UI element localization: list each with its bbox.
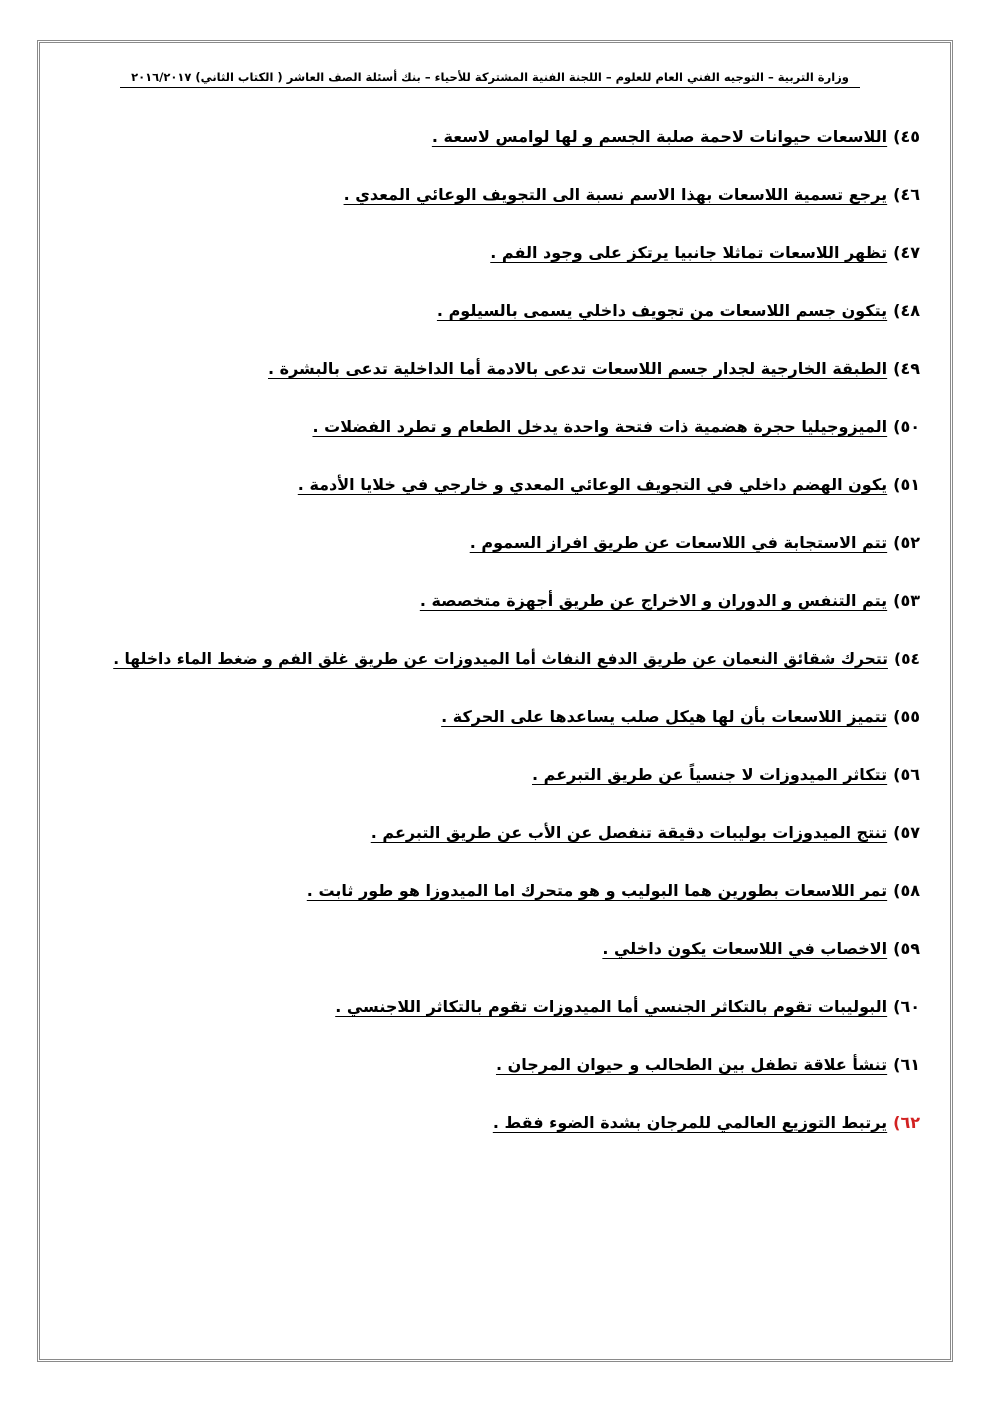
item-text: تتميز اللاسعات بأن لها هيكل صلب يساعدها على الحركة . (441, 707, 888, 726)
statement-list (100, 127, 920, 1171)
item-text: يرجع تسمية اللاسعات بهذا الاسم نسبة الى التجويف الوعائي المعدي . (343, 185, 888, 204)
item-text: تتحرك شقائق النعمان عن طريق الدفع النفاث أما الميدوزات عن طريق غلق الفم و ضغط الماء داخلها . (113, 650, 888, 668)
list-item (100, 1113, 920, 1171)
list-item (100, 127, 920, 185)
list-item (100, 533, 920, 591)
item-text: تنتج الميدوزات بوليبات دقيقة تنفصل عن الأب عن طريق التبرعم . (370, 823, 888, 842)
item-number: ٥٩) (893, 939, 920, 958)
item-number: ٥١) (893, 475, 920, 494)
item-number: ٥٢) (893, 533, 920, 552)
item-number: ٥٨) (893, 881, 920, 900)
list-item (100, 1055, 920, 1113)
list-item (100, 881, 920, 939)
item-text: تتم الاستجابة في اللاسعات عن طريق افراز السموم . (469, 533, 888, 552)
item-number: ٥٠) (893, 417, 920, 436)
item-text: البوليبات تقوم بالتكاثر الجنسي أما الميدوزات تقوم بالتكاثر اللاجنسي . (335, 997, 888, 1016)
item-text: يرتبط التوزيع العالمي للمرجان بشدة الضوء فقط . (492, 1113, 888, 1132)
list-item (100, 417, 920, 475)
item-text: الميزوجيليا حجرة هضمية ذات فتحة واحدة يدخل الطعام و تطرد الفضلات . (312, 417, 888, 436)
list-item (100, 649, 920, 707)
list-item (100, 823, 920, 881)
item-text: يكون الهضم داخلي في التجويف الوعائي المعدي و خارجي في خلايا الأدمة . (297, 475, 888, 494)
item-text: الطبقة الخارجية لجدار جسم اللاسعات تدعى بالادمة أما الداخلية تدعى بالبشرة . (268, 359, 888, 378)
item-text: تنشأ علاقة تطفل بين الطحالب و حيوان المرجان . (495, 1055, 888, 1074)
item-number: ٦٠) (893, 997, 920, 1016)
item-number: ٤٨) (893, 301, 920, 320)
item-number: ٥٣) (893, 591, 920, 610)
list-item (100, 301, 920, 359)
list-item (100, 591, 920, 649)
list-item (100, 243, 920, 301)
list-item (100, 475, 920, 533)
item-text: الاخصاب في اللاسعات يكون داخلي . (602, 939, 888, 958)
item-number: ٤٦) (893, 185, 920, 204)
item-number: ٤٥) (893, 127, 920, 146)
list-item (100, 997, 920, 1055)
item-text: يتم التنفس و الدوران و الاخراج عن طريق أجهزة متخصصة . (419, 591, 888, 610)
item-text: تتكاثر الميدوزات لا جنسياً عن طريق التبرعم . (532, 765, 888, 784)
item-number: ٦٢) (893, 1113, 920, 1132)
item-text: يتكون جسم اللاسعات من تجويف داخلي يسمى بالسيلوم . (436, 301, 888, 320)
item-number: ٦١) (893, 1055, 920, 1074)
item-text: تظهر اللاسعات تماثلا جانبيا يرتكز على وجود الفم . (490, 243, 888, 262)
list-item (100, 185, 920, 243)
list-item (100, 359, 920, 417)
item-number: ٤٩) (893, 359, 920, 378)
list-item (100, 707, 920, 765)
page-header: وزارة التربية – التوجيه الفني العام للعلوم – اللجنة الفنية المشتركة للأحياء – بنك أسئلة الصف العاشر ( الكتاب الثاني) ٢٠١٦/٢٠١٧ (120, 70, 860, 88)
item-number: ٥٤) (893, 650, 920, 668)
item-text: اللاسعات حيوانات لاحمة صلبة الجسم و لها لوامس لاسعة . (431, 127, 888, 146)
list-item (100, 939, 920, 997)
item-number: ٥٧) (893, 823, 920, 842)
item-number: ٤٧) (893, 243, 920, 262)
item-text: تمر اللاسعات بطورين هما البوليب و هو متحرك اما الميدوزا هو طور ثابت . (306, 881, 888, 900)
item-number: ٥٥) (893, 707, 920, 726)
item-number: ٥٦) (893, 765, 920, 784)
list-item (100, 765, 920, 823)
